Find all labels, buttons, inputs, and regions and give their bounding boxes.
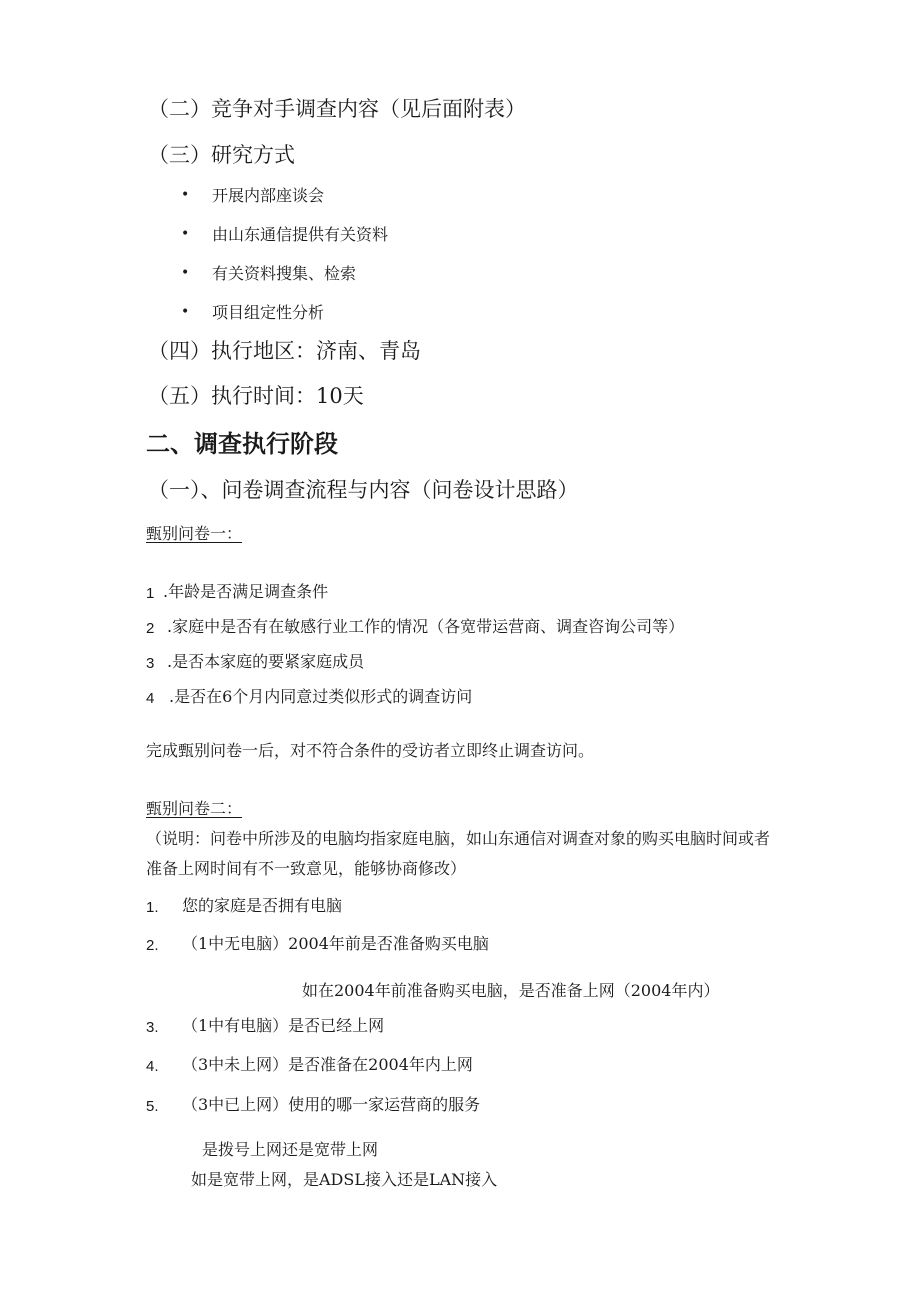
method-label: 开展内部座谈会 (212, 186, 325, 205)
item-text: （3中未上网）是否准备在2004年内上网 (182, 1055, 473, 1074)
section-heading-research-method: （三）研究方式 (148, 143, 295, 167)
subsection-heading: （一）、问卷调查流程与内容（问卷设计思路） (148, 478, 579, 502)
item-number: 3. (146, 1019, 159, 1036)
item-text: （3中已上网）使用的哪一家运营商的服务 (182, 1095, 481, 1114)
item-number: 3 (146, 655, 155, 672)
item-subquestion: 如在2004年前准备购买电脑，是否准备上网（2004年内） (302, 981, 720, 1000)
item-text: .家庭中是否有在敏感行业工作的情况（各宽带运营商、调查咨询公司等） (167, 617, 685, 636)
method-label: 由山东通信提供有关资料 (212, 225, 389, 244)
section-heading-exec-area: （四）执行地区：济南、青岛 (148, 339, 421, 363)
method-label: 项目组定性分析 (212, 303, 325, 322)
item-text: .年龄是否满足调查条件 (163, 582, 329, 601)
bullet-icon: • (181, 304, 190, 320)
item-number: 2. (146, 937, 159, 954)
method-label: 有关资料搜集、检索 (212, 264, 357, 283)
questionnaire-description-cont: 准备上网时间有不一致意见，能够协商修改） (146, 859, 467, 878)
item-subquestion: 是拨号上网还是宽带上网 (202, 1140, 379, 1159)
questionnaire-note: 完成甄别问卷一后，对不符合条件的受访者立即终止调查访问。 (146, 741, 595, 760)
item-number: 4 (146, 690, 155, 707)
questionnaire-description: （说明：问卷中所涉及的电脑均指家庭电脑，如山东通信对调查对象的购买电脑时间或者 (146, 829, 771, 848)
bullet-icon: • (181, 187, 190, 203)
item-text: 您的家庭是否拥有电脑 (182, 896, 343, 915)
item-number: 1 (146, 585, 155, 602)
questionnaire-title: 甄别问卷一： (146, 524, 243, 543)
item-subquestion: 如是宽带上网，是ADSL接入还是LAN接入 (191, 1170, 498, 1189)
item-text: （1中无电脑）2004年前是否准备购买电脑 (182, 934, 489, 953)
item-number: 5. (146, 1098, 159, 1115)
bullet-icon: • (181, 226, 190, 242)
item-text: .是否本家庭的要紧家庭成员 (167, 652, 365, 671)
section-heading-competitor: （二）竞争对手调查内容（见后面附表） (148, 97, 526, 121)
item-text: （1中有电脑）是否已经上网 (182, 1016, 385, 1035)
item-number: 4. (146, 1058, 159, 1075)
item-number: 2 (146, 620, 155, 637)
item-number: 1. (146, 899, 159, 916)
part-heading: 二、调查执行阶段 (146, 430, 338, 458)
bullet-icon: • (181, 265, 190, 281)
questionnaire-title: 甄别问卷二： (146, 799, 243, 818)
section-heading-exec-time: （五）执行时间：10天 (148, 384, 364, 408)
item-text: .是否在6个月内同意过类似形式的调查访问 (169, 687, 473, 706)
